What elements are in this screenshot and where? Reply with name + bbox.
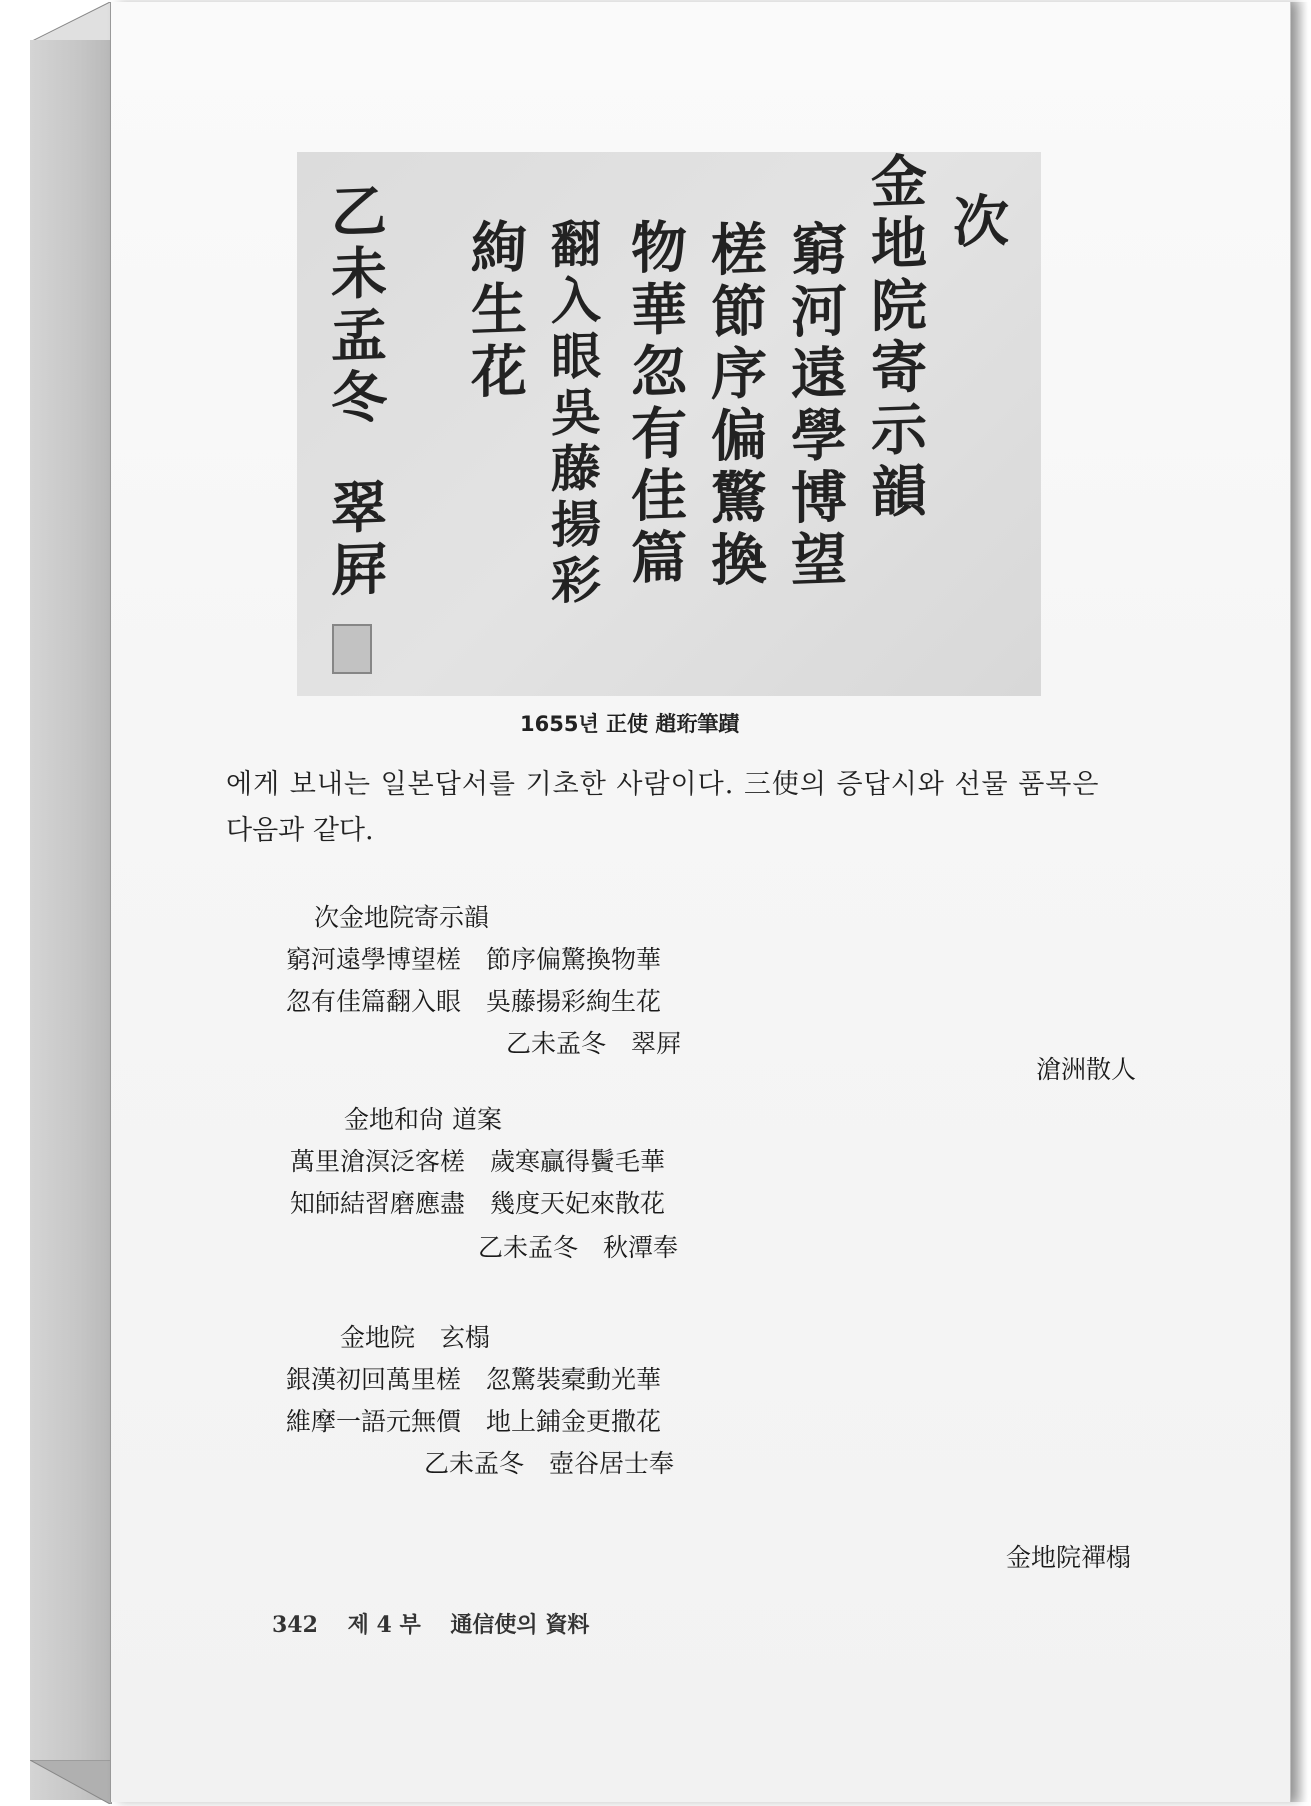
figure-caption: 1655년 正使 趙珩筆蹟 xyxy=(520,712,740,736)
side-note: 金地院禪榻 xyxy=(1006,1543,1132,1572)
poem-signature: 乙未孟冬 秋潭奉 xyxy=(478,1233,679,1262)
book-spine-bottom xyxy=(30,1760,112,1804)
calligraphy-photo xyxy=(297,152,1041,696)
footer-part: 제 4 부 xyxy=(347,1612,421,1638)
side-note: 滄洲散人 xyxy=(1036,1055,1137,1084)
footer-section: 通信使의 資料 xyxy=(450,1612,590,1638)
calligraphy-column: 乙未孟冬 xyxy=(322,180,388,432)
poem-line: 萬里滄溟泛客槎 歲寒贏得鬢毛華 xyxy=(290,1147,666,1176)
book-spine xyxy=(30,40,112,1800)
calligraphy-column: 物華忽有佳篇 xyxy=(622,216,688,592)
poem-signature: 乙未孟冬 翠屛 xyxy=(506,1029,682,1058)
seal-stamp xyxy=(332,624,372,674)
calligraphy-column: 槎節序偏驚換 xyxy=(702,218,768,594)
book-spine-top xyxy=(30,2,112,42)
page-edge-shadow xyxy=(1290,2,1308,1802)
calligraphy-column: 次 xyxy=(944,190,1010,256)
calligraphy-column: 窮河遠學博望 xyxy=(782,218,848,594)
poem-line: 銀漢初回萬里槎 忽驚裝槖動光華 xyxy=(286,1365,662,1394)
calligraphy-column: 金地院寄示韻 xyxy=(862,150,928,526)
poem-title: 金地院 玄榻 xyxy=(340,1323,491,1352)
page-footer xyxy=(272,1608,611,1639)
page-number: 342 xyxy=(272,1612,318,1638)
calligraphy-column: 翻入眼吳藤揚彩 xyxy=(543,216,602,612)
paragraph-line: 에게 보내는 일본답서를 기초한 사람이다. 三使의 증답시와 선물 품목은 xyxy=(226,769,1100,800)
poem-signature: 乙未孟冬 壺谷居士奉 xyxy=(424,1449,675,1478)
calligraphy-column: 絢生花 xyxy=(462,216,528,406)
calligraphy-column: 翠屛 xyxy=(322,476,388,604)
poem-title: 金地和尙 道案 xyxy=(344,1105,502,1134)
poem-line: 窮河遠學博望槎 節序偏驚換物華 xyxy=(286,945,662,974)
poem-title: 次金地院寄示韻 xyxy=(314,903,490,932)
poem-line: 忽有佳篇翻入眼 吳藤揚彩絢生花 xyxy=(286,987,662,1016)
paragraph-line: 다음과 같다. xyxy=(226,815,374,846)
poem-line: 維摩一語元無價 地上鋪金更撒花 xyxy=(286,1407,662,1436)
poem-line: 知師結習磨應盡 幾度天妃來散花 xyxy=(290,1189,666,1218)
